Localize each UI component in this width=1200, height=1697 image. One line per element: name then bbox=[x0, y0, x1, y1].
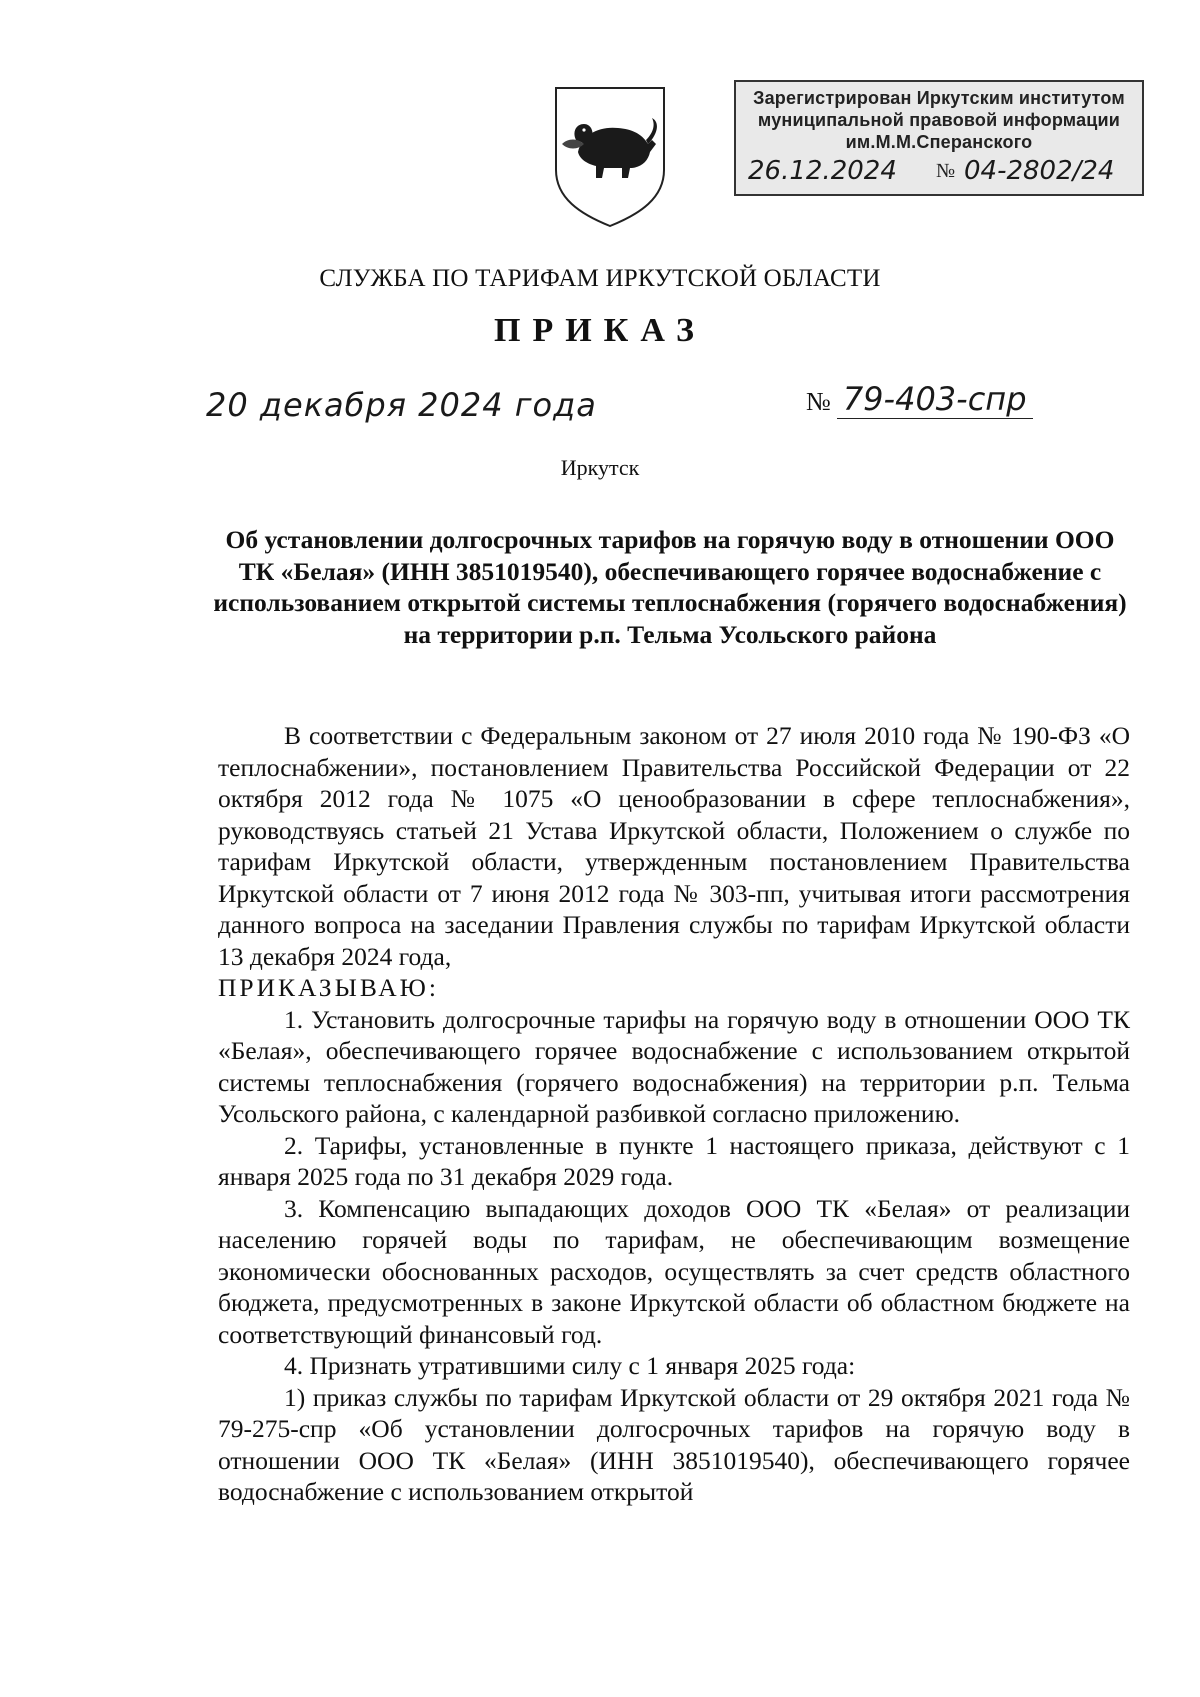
order-number bbox=[806, 380, 1033, 418]
order-word: ПРИКАЗЫВАЮ: bbox=[218, 973, 439, 1002]
order-item-3: 3. Компенсацию выпадающих доходов ООО ТК «Белая» от реализации населению горячей воды по тарифам, не обеспечивающим возмещение экономически обоснованных расходов, осуществлять за счет средств областного бюджета, предусмотренных в законе Иркутской области об областном бюджете на соответствующий финансовый год. bbox=[218, 1193, 1130, 1349]
service-name: СЛУЖБА ПО ТАРИФАМ ИРКУТСКОЙ ОБЛАСТИ bbox=[319, 265, 881, 292]
preamble-paragraph: В соответствии с Федеральным законом от 27 июля 2010 года № 190-ФЗ «О теплоснабжении», постановлением Правительства Российской Федерации от 22 октября 2012 года № 1075 «О ценообразовании в сфере теплоснабжения», руководствуясь статьей 21 Устава Иркутской области, Положением о службе по тарифам Иркутской области, утвержденным постановлением Правительства Иркутской области от 7 июня 2012 года № 303-пп, учитывая итоги рассмотрения данного вопроса на заседании Правления службы по тарифам Иркутской области 13 декабря 2024 года, bbox=[218, 721, 1130, 971]
document-body bbox=[218, 720, 1130, 1508]
order-item-1: 1. Установить долгосрочные тарифы на горячую воду в отношении ООО ТК «Белая», обеспечивающего горячее водоснабжение с использованием открытой системы теплоснабжения (горячего водоснабжения) на территории р.п. Тельма Усольского района, с календарной разбивкой согласно приложению. bbox=[218, 1004, 1130, 1128]
stamp-number-label: № bbox=[936, 160, 956, 182]
stamp-line-1: Зарегистрирован Иркутским институтом bbox=[753, 88, 1125, 108]
document-title: Об установлении долгосрочных тарифов на горячую воду в отношении ООО ТК «Белая» (ИНН 3851019540), обеспечивающего горячее водоснабжение с использованием открытой системы теплоснабжения (горячего водоснабжения) на территории р.п. Тельма Усольского района bbox=[213, 525, 1127, 649]
stamp-line-2: муниципальной правовой информации bbox=[757, 110, 1121, 130]
document-type-heading: ПРИКАЗ bbox=[494, 312, 706, 349]
order-item-4: 4. Признать утратившими силу с 1 января 2025 года: bbox=[284, 1351, 856, 1380]
order-item-2: 2. Тарифы, установленные в пункте 1 настоящего приказа, действуют с 1 января 2025 года по 31 декабря 2029 года. bbox=[218, 1130, 1130, 1191]
stamp-line-3: им.М.М.Сперанского bbox=[845, 132, 1033, 152]
city-name: Иркутск bbox=[560, 455, 640, 480]
registration-stamp bbox=[734, 80, 1144, 196]
order-item-4-1: 1) приказ службы по тарифам Иркутской области от 29 октября 2021 года № 79-275-спр «Об установлении долгосрочных тарифов на горячую воду в отношении ООО ТК «Белая» (ИНН 3851019540), обеспечивающего горячее водоснабжение с использованием открытой bbox=[218, 1382, 1130, 1506]
stamp-handwritten-number: 04-2802/24 bbox=[964, 156, 1115, 186]
irkutsk-coat-of-arms-icon bbox=[548, 82, 672, 230]
handwritten-order-date: 20 декабря 2024 года bbox=[206, 386, 597, 424]
stamp-handwritten-date: 26.12.2024 bbox=[748, 156, 897, 186]
handwritten-order-number: 79-403-спр bbox=[837, 380, 1033, 419]
order-number-label: № bbox=[806, 387, 831, 416]
